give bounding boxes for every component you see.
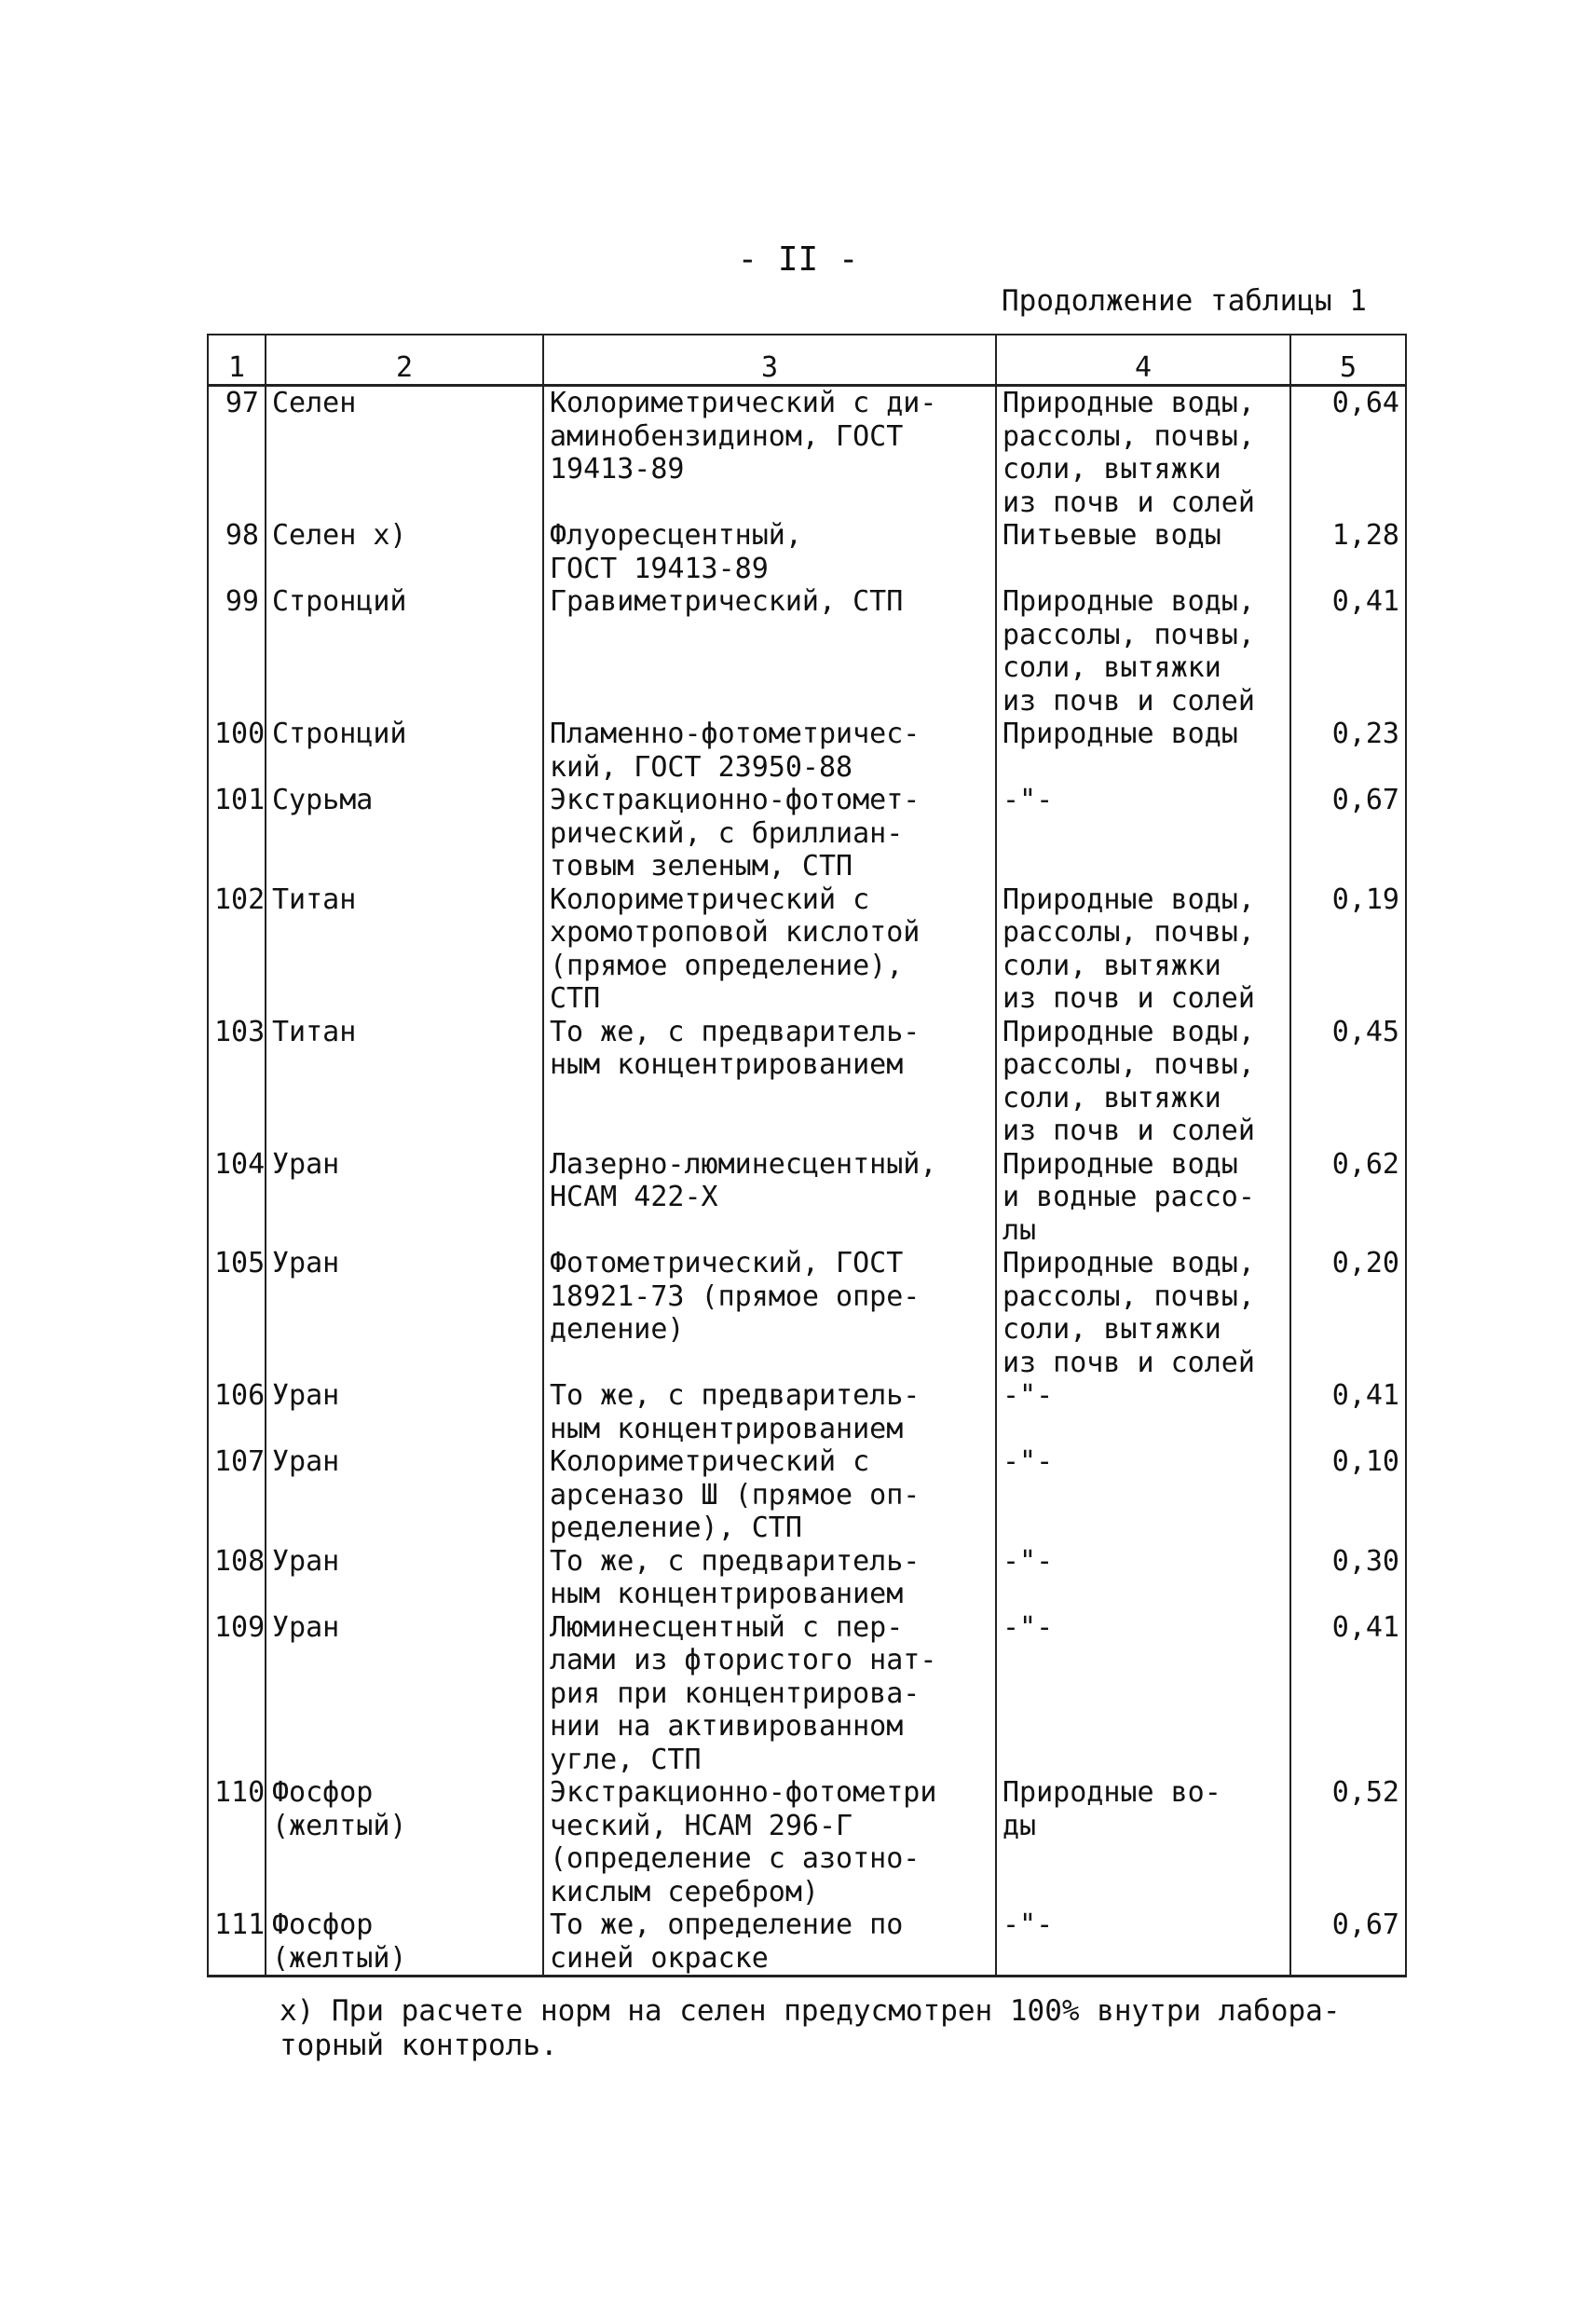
header-col-5: 5 [1290,335,1406,386]
table-row [208,1545,1406,1611]
row-element: Уран [266,1545,543,1611]
row-method: Колориметрический с хромотроповой кислотой (прямое определение), СТП [543,883,996,1016]
row-element: Фосфор (желтый) [266,1776,543,1908]
row-method: Пламенно-фотометричес- кий, ГОСТ 23950-88 [543,718,996,784]
row-method: То же, с предваритель- ным концентрированием [543,1379,996,1445]
row-value: 0,67 [1290,1908,1406,1977]
row-number: 104 [208,1148,266,1248]
row-element: Титан [266,1016,543,1148]
page-number: - II - [737,240,859,279]
row-method: То же, с предваритель- ным концентрированием [543,1545,996,1611]
row-value: 0,41 [1290,585,1406,718]
table-row [208,386,1406,520]
row-object: -"- [996,784,1290,883]
row-value: 0,10 [1290,1445,1406,1545]
row-value: 0,62 [1290,1148,1406,1248]
row-element: Уран [266,1445,543,1545]
row-method: Колориметрический с арсеназо Ш (прямое оп- ределение), СТП [543,1445,996,1545]
row-object: Природные воды, рассолы, почвы, соли, вытяжки из почв и солей [996,883,1290,1016]
row-number: 111 [208,1908,266,1977]
row-method: Фотометрический, ГОСТ 18921-73 (прямое опре- деление) [543,1247,996,1379]
row-number: 98 [208,519,266,585]
row-method: Флуоресцентный, ГОСТ 19413-89 [543,519,996,585]
row-object: Питьевые воды [996,519,1290,585]
row-number: 101 [208,784,266,883]
row-object: Природные воды, рассолы, почвы, соли, вытяжки из почв и солей [996,1247,1290,1379]
row-element: Фосфор (желтый) [266,1908,543,1977]
row-method: То же, определение по синей окраске [543,1908,996,1977]
row-value: 0,67 [1290,784,1406,883]
row-object: -"- [996,1908,1290,1977]
row-value: 0,64 [1290,386,1406,520]
table-row [208,1611,1406,1777]
footnote: x) При расчете норм на селен предусмотрен 100% внутри лабора- торный контроль. [280,1994,1341,2062]
row-number: 106 [208,1379,266,1445]
row-element: Стронций [266,718,543,784]
table-header-row [208,335,1406,386]
row-number: 103 [208,1016,266,1148]
table-row [208,883,1406,1016]
row-element: Уран [266,1247,543,1379]
row-object: Природные во- ды [996,1776,1290,1908]
row-value: 0,19 [1290,883,1406,1016]
table-row [208,1247,1406,1379]
table-row [208,519,1406,585]
header-col-4: 4 [996,335,1290,386]
row-element: Уран [266,1379,543,1445]
row-value: 0,45 [1290,1016,1406,1148]
row-object: -"- [996,1611,1290,1777]
row-method: То же, с предваритель- ным концентрированием [543,1016,996,1148]
row-method: Экстракционно-фотометри ческий, НСАМ 296-Г (определение с азотно- кислым серебром) [543,1776,996,1908]
row-object: Природные воды [996,718,1290,784]
table-row [208,1445,1406,1545]
row-method: Экстракционно-фотомет- рический, с бриллиан- товым зеленым, СТП [543,784,996,883]
table-row [208,585,1406,718]
table-row [208,784,1406,883]
row-element: Титан [266,883,543,1016]
row-object: Природные воды, рассолы, почвы, соли, вытяжки из почв и солей [996,585,1290,718]
methods-table [207,334,1407,1977]
row-value: 0,20 [1290,1247,1406,1379]
row-value: 0,41 [1290,1379,1406,1445]
row-number: 110 [208,1776,266,1908]
row-element: Селен x) [266,519,543,585]
table-row [208,1016,1406,1148]
row-element: Селен [266,386,543,520]
row-object: -"- [996,1545,1290,1611]
row-object: -"- [996,1379,1290,1445]
row-value: 0,23 [1290,718,1406,784]
row-number: 109 [208,1611,266,1777]
table-row [208,1379,1406,1445]
row-object: -"- [996,1445,1290,1545]
row-method: Колориметрический с ди- аминобензидином, ГОСТ 19413-89 [543,386,996,520]
header-col-1: 1 [208,335,266,386]
row-element: Стронций [266,585,543,718]
row-object: Природные воды, рассолы, почвы, соли, вытяжки из почв и солей [996,1016,1290,1148]
row-value: 1,28 [1290,519,1406,585]
row-object: Природные воды, рассолы, почвы, соли, вытяжки из почв и солей [996,386,1290,520]
table-row [208,1776,1406,1908]
row-number: 99 [208,585,266,718]
row-value: 0,30 [1290,1545,1406,1611]
row-number: 108 [208,1545,266,1611]
table-row [208,1908,1406,1977]
row-value: 0,41 [1290,1611,1406,1777]
table-row [208,718,1406,784]
row-value: 0,52 [1290,1776,1406,1908]
row-number: 102 [208,883,266,1016]
row-number: 107 [208,1445,266,1545]
table-continuation-label: Продолжение таблицы 1 [1002,284,1367,318]
row-method: Гравиметрический, СТП [543,585,996,718]
row-object: Природные воды и водные рассо- лы [996,1148,1290,1248]
row-element: Уран [266,1148,543,1248]
header-col-3: 3 [543,335,996,386]
row-element: Сурьма [266,784,543,883]
header-col-2: 2 [266,335,543,386]
table-row [208,1148,1406,1248]
row-method: Люминесцентный с пер- лами из фтористого нат- рия при концентрирова- нии на активированном угле, СТП [543,1611,996,1777]
row-element: Уран [266,1611,543,1777]
row-number: 97 [208,386,266,520]
row-number: 105 [208,1247,266,1379]
row-method: Лазерно-люминесцентный, НСАМ 422-Х [543,1148,996,1248]
row-number: 100 [208,718,266,784]
